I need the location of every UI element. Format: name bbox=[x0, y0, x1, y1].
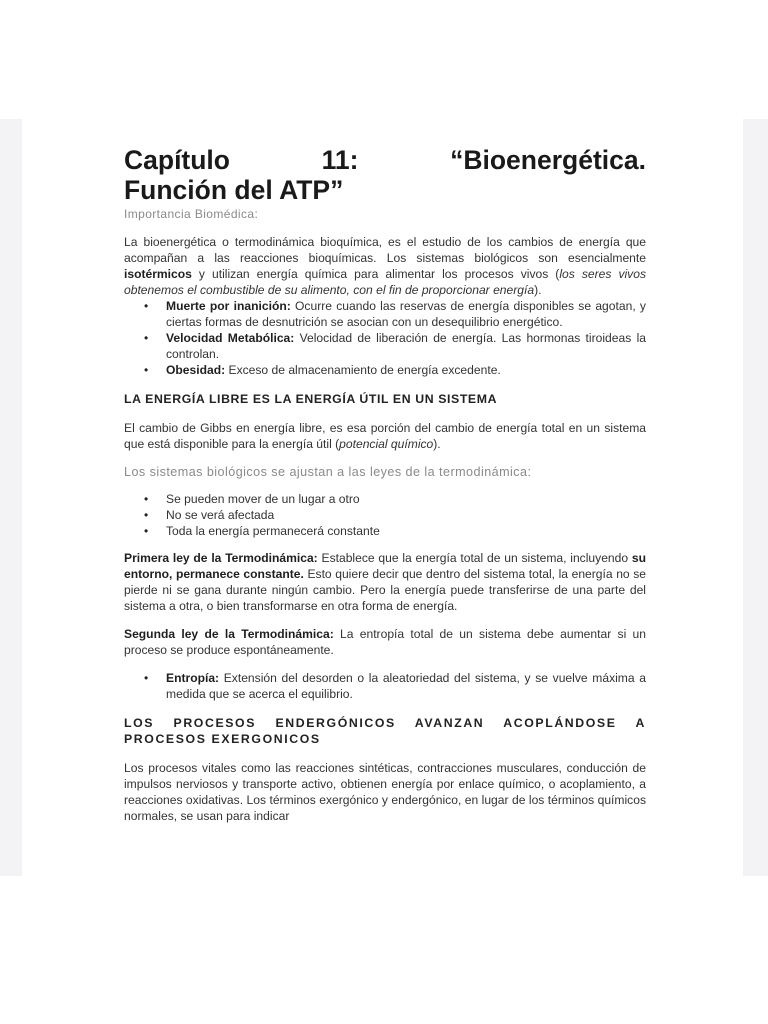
list-item-text: Velocidad de liberación de energía. Las hormonas tiroideas la controlan. bbox=[166, 331, 646, 361]
gibbs-italic-1: potencial químico bbox=[339, 437, 434, 451]
intro-bold-1: isotérmicos bbox=[124, 267, 192, 281]
chapter-title-word-2: 11: bbox=[321, 145, 359, 175]
biomedical-bullets bbox=[124, 298, 646, 378]
list-item bbox=[166, 298, 646, 330]
list-item-term: Velocidad Metabólica: bbox=[166, 331, 295, 345]
chapter-title bbox=[124, 145, 646, 205]
first-law-title: Primera ley de la Termodinámica: bbox=[124, 551, 318, 565]
intro-text-2: y utilizan energía química para alimentar los procesos vivos ( bbox=[191, 267, 560, 281]
list-item-text: Extensión del desorden o la aleatoriedad del sistema, y se vuelve máxima a medida que se acerca el equilibrio. bbox=[166, 671, 646, 701]
list-item: • Se pueden mover de un lugar a otro bbox=[166, 491, 646, 507]
first-law-bold-2: su entorno, permanece constante. bbox=[124, 551, 647, 581]
first-law-paragraph bbox=[124, 550, 646, 614]
processes-paragraph: Los procesos vitales como las reacciones sintéticas, contracciones musculares, conducción de impulsos nerviosos y transporte activo, obtienen energía por enlace químico, o acoplamiento, a reacciones oxidativas. Los términos exergónico y endergónico, en lugar de los términos químicos normales, se usan para indicar bbox=[124, 761, 646, 823]
gibbs-text-2: ). bbox=[433, 437, 441, 451]
page-content bbox=[124, 145, 646, 824]
second-law-text-1: La entropía total de un sistema debe aumentar si un proceso se produce espontáneamente. bbox=[124, 627, 646, 657]
chapter-title-line2: Función del ATP” bbox=[124, 175, 344, 205]
section-subtitle: Importancia Biomédica: bbox=[124, 207, 259, 221]
list-item bbox=[166, 670, 646, 702]
list-item: • No se verá afectada bbox=[166, 507, 646, 523]
list-item-text: Ocurre cuando las reservas de energía disponibles se agotan, y ciertas formas de desnutrición se asocian con un desequilibrio energético. bbox=[166, 299, 646, 329]
list-item bbox=[166, 330, 646, 362]
intro-italic-1: los seres vivos obtenemos el combustible de su alimento, con el fin de proporcionar energía bbox=[124, 267, 646, 297]
list-item-term: Muerte por inanición: bbox=[166, 299, 291, 313]
first-law-text-2: Esto quiere decir que dentro del sistema total, la energía no se pierde ni se gana durante ningún cambio. Pero la energía puede transferirse de una parte del sistema a otra, o bien transformarse en otra forma de energía. bbox=[124, 567, 646, 613]
list-item: • Toda la energía permanecerá constante bbox=[166, 523, 646, 539]
intro-paragraph bbox=[124, 234, 646, 298]
document-page bbox=[22, 119, 743, 876]
list-item-term: Entropía: bbox=[166, 671, 220, 685]
systems-bullets bbox=[124, 491, 646, 539]
list-item bbox=[166, 362, 646, 378]
chapter-title-word-3: “Bioenergética. bbox=[450, 145, 646, 175]
chapter-title-line1 bbox=[124, 145, 646, 175]
heading-thermo-laws: Los sistemas biológicos se ajustan a las leyes de la termodinámica: bbox=[124, 465, 532, 479]
second-law-title: Segunda ley de la Termodinámica: bbox=[124, 627, 334, 641]
chapter-title-word-1: Capítulo bbox=[124, 145, 230, 175]
gibbs-paragraph bbox=[124, 420, 646, 452]
second-law-paragraph bbox=[124, 626, 646, 658]
entropy-bullets bbox=[124, 670, 646, 702]
gibbs-text-1: El cambio de Gibbs en energía libre, es esa porción del cambio de energía total en un sistema que está disponible para la energía útil ( bbox=[124, 421, 646, 451]
list-item-text: Exceso de almacenamiento de energía excedente. bbox=[225, 363, 501, 377]
first-law-text-1: Establece que la energía total de un sistema, incluyendo bbox=[317, 551, 632, 565]
heading-endergonic: LOS PROCESOS ENDERGÓNICOS AVANZAN ACOPLÁNDOSE A PROCESOS EXERGONICOS bbox=[124, 716, 646, 746]
intro-text-3: ). bbox=[534, 283, 542, 297]
intro-text-1: La bioenergética o termodinámica bioquímica, es el estudio de los cambios de energía que acompañan a las reacciones bioquímicas. Los sistemas biológicos son esencialmente bbox=[124, 235, 646, 265]
list-item-term: Obesidad: bbox=[166, 363, 226, 377]
heading-free-energy: LA ENERGÍA LIBRE ES LA ENERGÍA ÚTIL EN UN SISTEMA bbox=[124, 392, 498, 406]
